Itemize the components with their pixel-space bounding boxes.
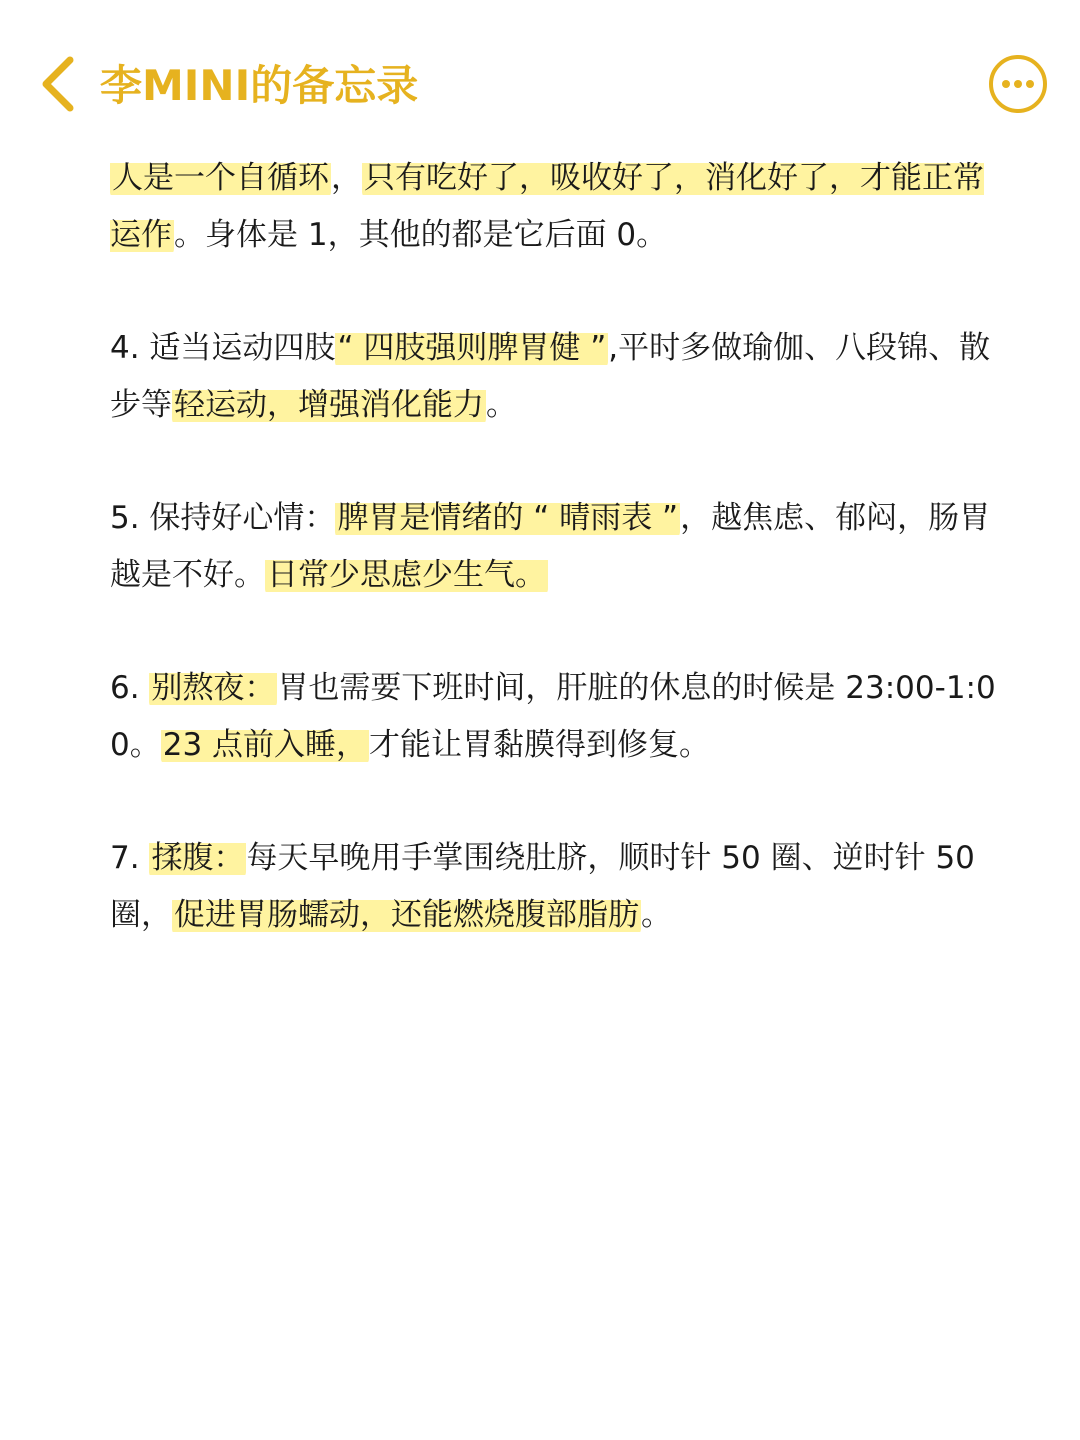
note-body[interactable] xyxy=(110,150,1010,1000)
paragraph-sleep xyxy=(110,660,1010,774)
more-horizontal-icon xyxy=(988,54,1048,114)
more-button[interactable] xyxy=(988,54,1048,114)
body-text: 6. xyxy=(110,670,150,706)
body-text: ，越焦虑、郁闷，肠胃越是不好。 xyxy=(110,500,991,593)
highlight-text: 23 点前入睡， xyxy=(162,727,368,763)
body-text: 7. xyxy=(110,840,150,876)
body-text: 4. 适当运动四肢 xyxy=(110,330,336,366)
highlight-text: 脾胃是情绪的 “ 晴雨表 ” xyxy=(337,500,679,536)
highlight-text: 日常少思虑少生气。 xyxy=(267,557,546,593)
highlight-text: 揉腹： xyxy=(151,840,245,876)
body-text: 。 xyxy=(641,897,672,933)
highlight-text: “ 四肢强则脾胃健 ” xyxy=(337,330,607,366)
highlight-text: 轻运动，增强消化能力 xyxy=(174,387,484,423)
body-text: 5. 保持好心情： xyxy=(110,500,336,536)
highlight-text: 别熬夜： xyxy=(151,670,276,706)
paragraph-exercise xyxy=(110,320,1010,434)
body-text: ， xyxy=(331,160,362,196)
body-text: ,平时多做瑜伽、八段锦、散步等 xyxy=(110,330,991,423)
page-title: 李MINI的备忘录 xyxy=(100,61,419,110)
highlight-text: 人是一个自循环 xyxy=(112,160,329,196)
highlight-text: 只有吃好了，吸收好了，消化好了，才能正常运作 xyxy=(110,160,984,253)
navigation-bar xyxy=(0,0,1080,170)
back-button[interactable] xyxy=(30,52,86,116)
body-text: 。身体是 1，其他的都是它后面 0。 xyxy=(174,217,668,253)
body-text: 才能让胃黏膜得到修复。 xyxy=(369,727,711,763)
chevron-left-icon xyxy=(38,54,78,114)
paragraph-mood xyxy=(110,490,1010,604)
paragraph-massage xyxy=(110,830,1010,944)
body-text: 胃也需要下班时间，肝脏的休息的时候是 23:00-1:00。 xyxy=(110,670,996,763)
body-text: 。 xyxy=(486,387,517,423)
highlight-text: 促进胃肠蠕动，还能燃烧腹部脂肪 xyxy=(174,897,639,933)
paragraph-1 xyxy=(110,150,1010,264)
body-text: 每天早晚用手掌围绕肚脐，顺时针 50 圈、逆时针 50 圈， xyxy=(110,840,975,933)
